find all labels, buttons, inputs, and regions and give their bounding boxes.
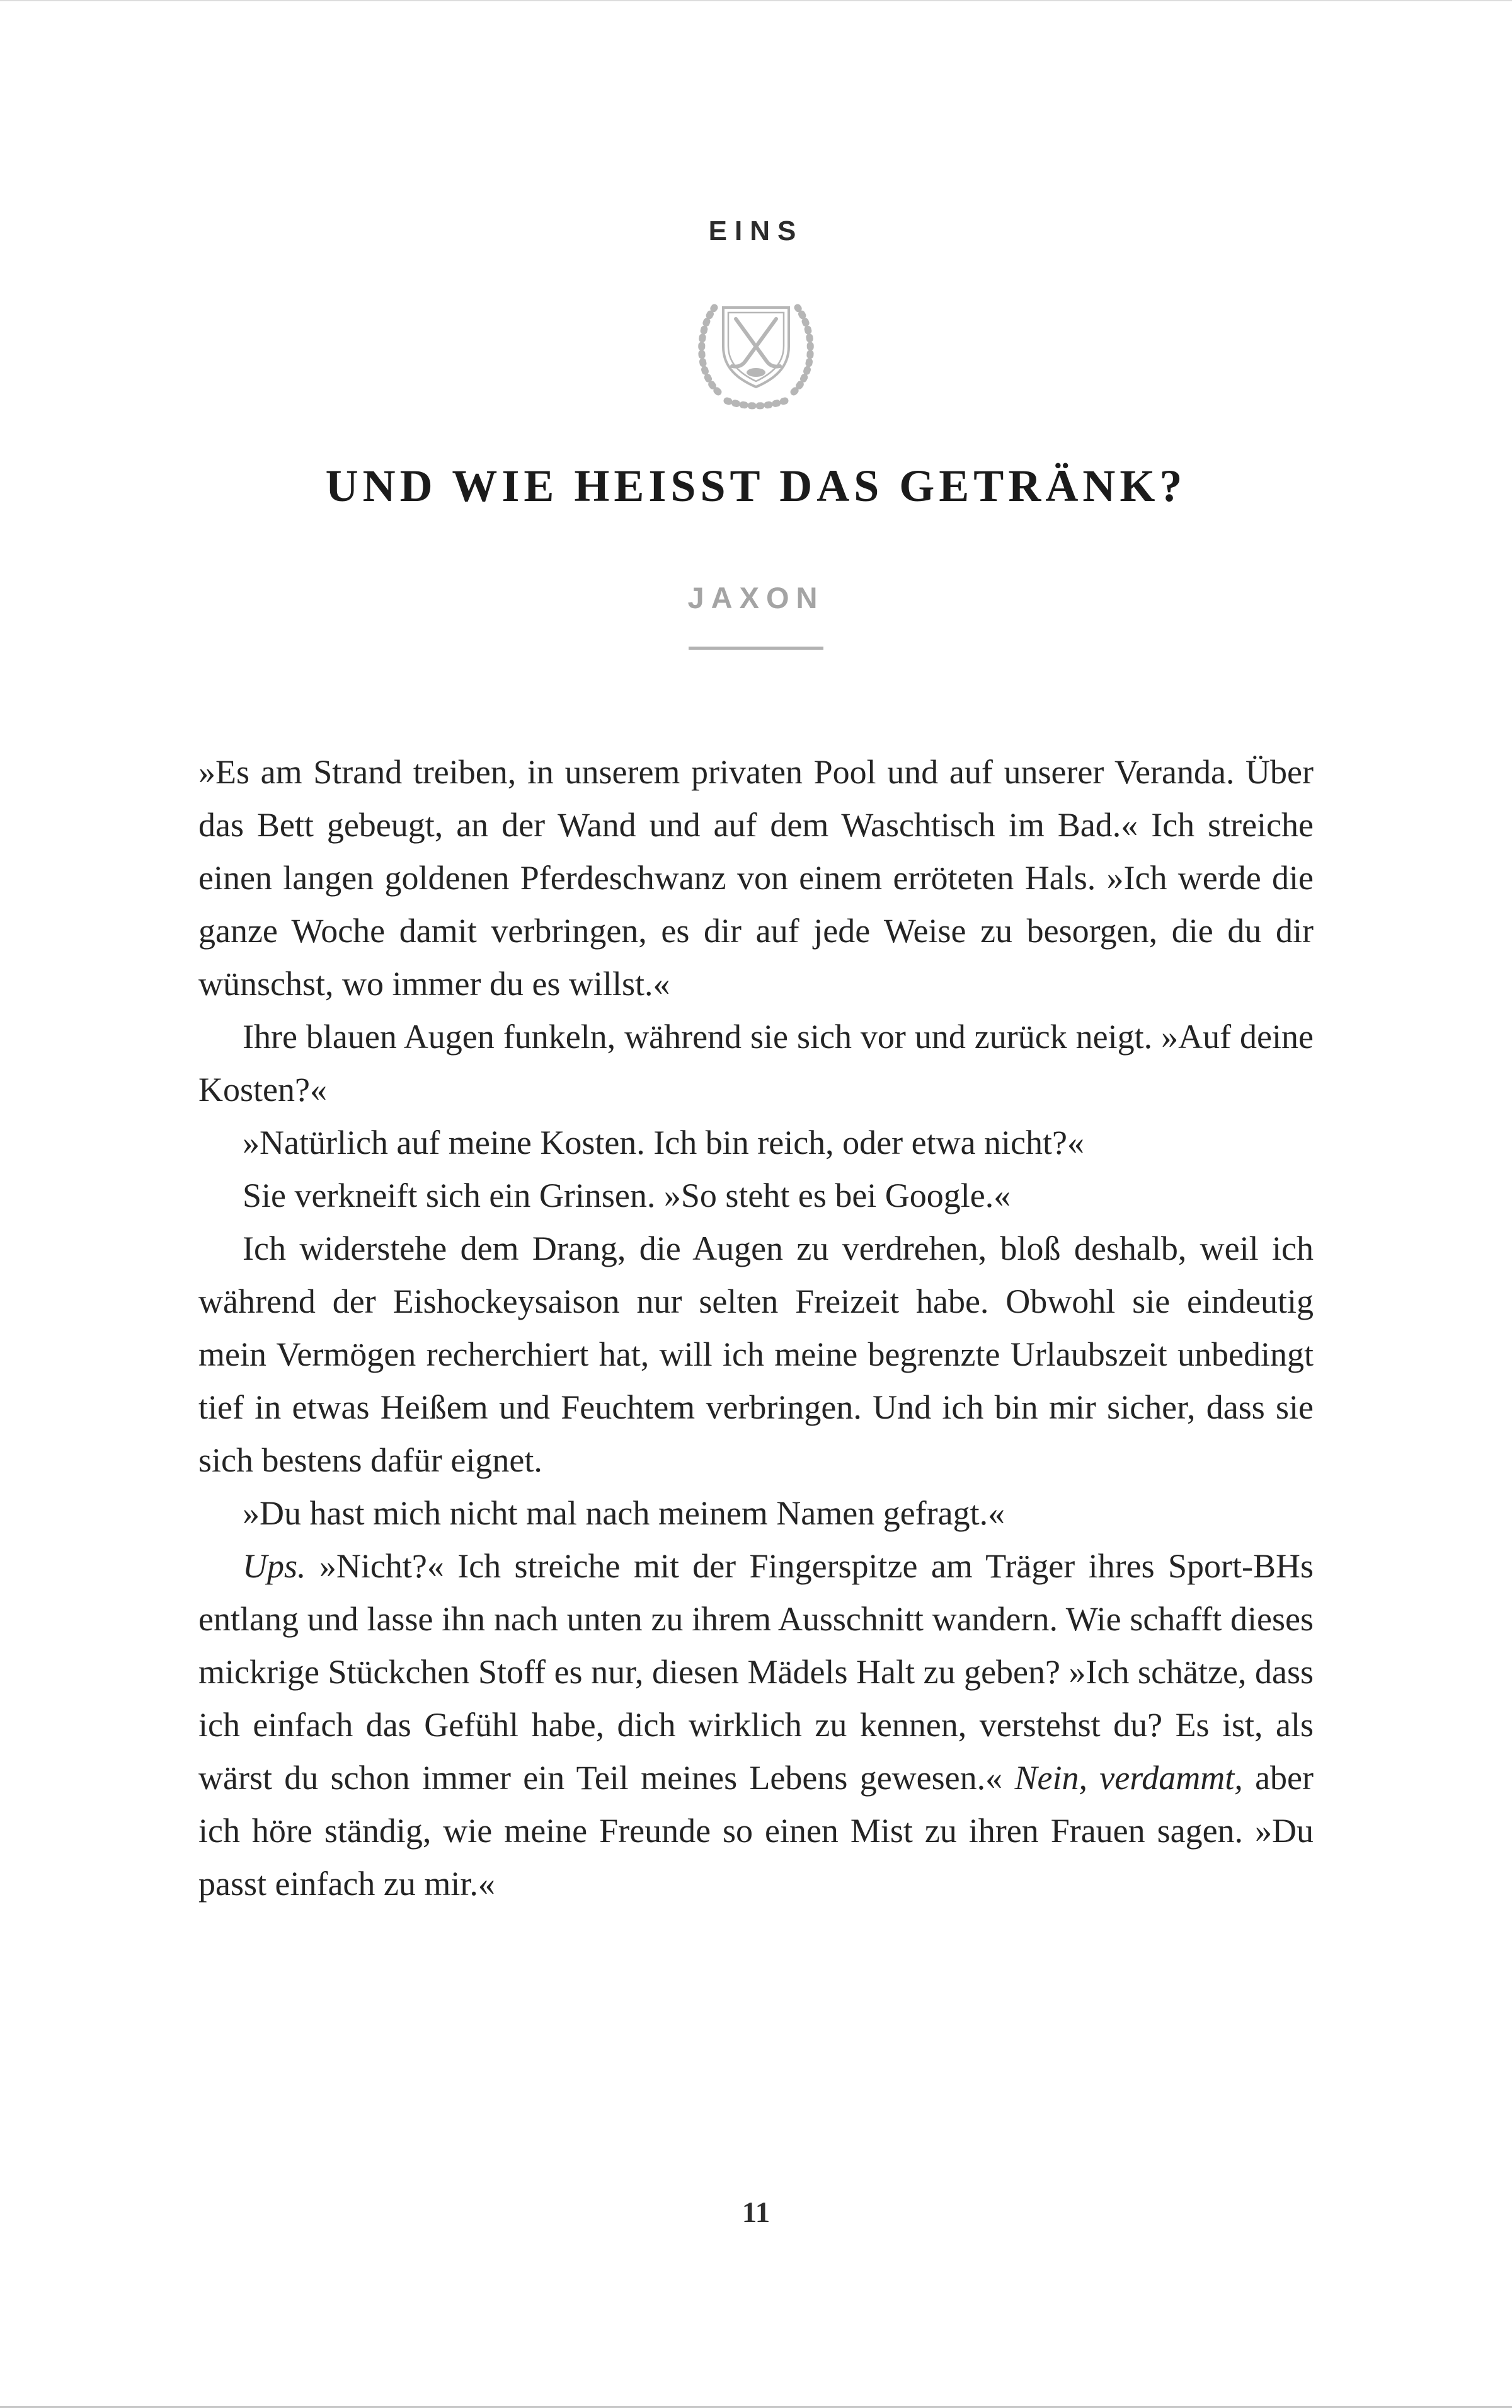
body-paragraph: [198, 1487, 1314, 1540]
text-segment: Ich widerstehe dem Drang, die Augen zu verdrehen, bloß deshalb, weil ich während der Eishockeysaison nur selten Freizeit habe. Obwohl sie eindeutig mein Vermögen recherchiert hat, will ich meine begrenzte Urlaubszeit unbedingt tief in etwas Heißem und Feuchtem verbringen. Und ich bin mir sicher, dass sie sich bestens dafür eignet.: [198, 1230, 1314, 1479]
chapter-number: EINS: [708, 216, 804, 246]
body-paragraph: [198, 1222, 1314, 1487]
body-paragraph: [198, 1540, 1314, 1910]
page-content: [198, 1, 1314, 1910]
hockey-sticks-crest-icon: [680, 286, 832, 423]
body-paragraph: [198, 1169, 1314, 1222]
body-paragraph: [198, 1116, 1314, 1169]
italic-text-segment: Ups.: [243, 1547, 306, 1585]
text-segment: »Es am Strand treiben, in unserem privaten Pool und auf unserer Veranda. Über das Bett gebeugt, an der Wand und auf dem Waschtisch im Bad.« Ich streiche einen langen goldenen Pferdeschwanz von einem erröteten Hals. »Ich werde die ganze Woche damit verbringen, es dir auf jede Weise zu besorgen, die du dir wünschst, wo immer du es willst.«: [198, 753, 1314, 1003]
text-segment: »Du hast mich nicht mal nach meinem Namen gefragt.«: [243, 1494, 1005, 1532]
text-segment: Ihre blauen Augen funkeln, während sie sich vor und zurück neigt. »Auf deine Kosten?«: [198, 1018, 1314, 1109]
text-segment: Sie verkneift sich ein Grinsen. »So steht es bei Google.«: [243, 1177, 1011, 1214]
chapter-title: UND WIE HEISST DAS GETRÄNK?: [325, 461, 1187, 511]
body-text: [198, 746, 1314, 1910]
text-segment: »Nicht?« Ich streiche mit der Fingerspitze am Träger ihres Sport-BHs entlang und lasse ihn nach unten zu ihrem Ausschnitt wandern. Wie schafft dieses mickrige Stückchen Stoff es nur, diesen Mädels Halt zu geben? »Ich schätze, dass ich einfach das Gefühl habe, dich wirklich zu kennen, verstehst du? Es ist, als wärst du schon immer ein Teil meines Lebens gewesen.«: [198, 1547, 1314, 1797]
pov-name: JAXON: [687, 581, 825, 614]
body-paragraph: [198, 1010, 1314, 1116]
text-segment: »Natürlich auf meine Kosten. Ich bin reich, oder etwa nicht?«: [243, 1124, 1084, 1161]
italic-text-segment: Nein, verdammt,: [1014, 1759, 1243, 1797]
page-number: 11: [742, 2196, 770, 2229]
text-segment: aber ich höre ständig, wie meine Freunde so einen Mist zu ihren Frauen sagen. »Du passt einfach zu mir.«: [198, 1759, 1314, 1903]
body-paragraph: [198, 746, 1314, 1010]
pov-underline: [689, 647, 823, 650]
